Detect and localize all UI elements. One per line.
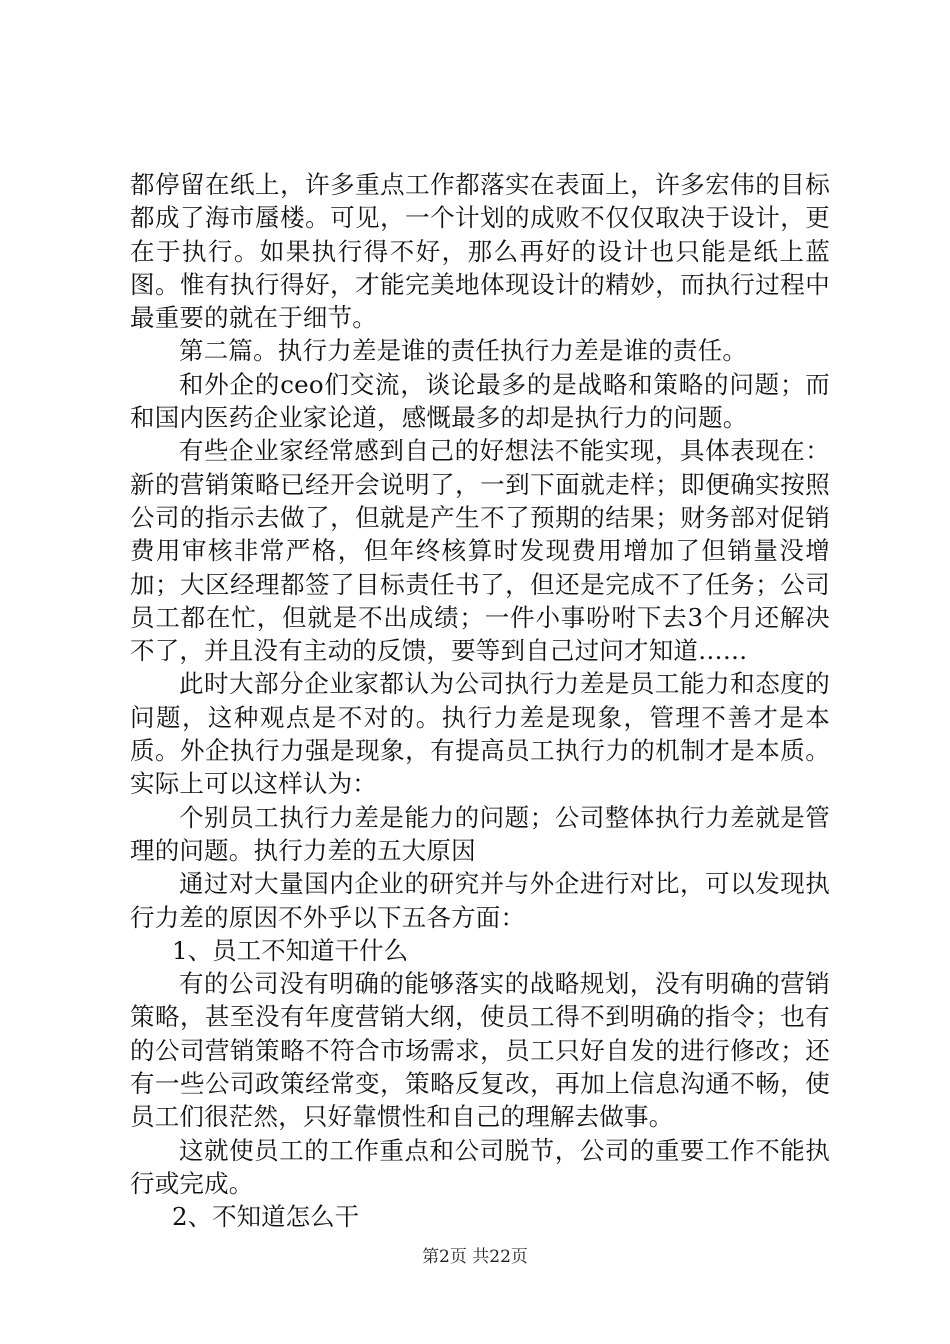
section-heading-2: 2、不知道怎么干 xyxy=(172,1202,360,1232)
paragraph-4: 有些企业家经常感到自己的好想法不能实现，具体表现在：新的营销策略已经开会说明了，一到下面就走样；即便确实按照公司的指示去做了，但就是产生不了预期的结果；财务部对促销费用审核非常严格，但年终核算时发现费用增加了但销量没增加；大区经理都签了目标责任书了，但还是完成不了任务；公司员工都在忙，但就是不出成绩；一件小事吩咐下去3个月还解决不了，并且没有主动的反馈，要等到自己过问才知道…… xyxy=(130,436,830,666)
section-heading-1: 1、员工不知道干什么 xyxy=(172,935,409,965)
paragraph-5: 此时大部分企业家都认为公司执行力差是员工能力和态度的问题，这种观点是不对的。执行力差是现象，管理不善才是本质。外企执行力强是现象，有提高员工执行力的机制才是本质。实际上可以这样认为： xyxy=(130,669,830,799)
paragraph-2: 第二篇。执行力差是谁的责任执行力差是谁的责任。 xyxy=(179,336,748,366)
paragraph-1: 都停留在纸上，许多重点工作都落实在表面上，许多宏伟的目标都成了海市蜃楼。可见，一个计划的成败不仅仅取决于设计，更在于执行。如果执行得不好，那么再好的设计也只能是纸上蓝图。惟有执行得好，才能完美地体现设计的精妙，而执行过程中最重要的就在于细节。 xyxy=(130,170,830,333)
document-body xyxy=(130,168,830,1234)
paragraph-8: 有的公司没有明确的能够落实的战略规划，没有明确的营销策略，甚至没有年度营销大纲，使员工得不到明确的指令；也有的公司营销策略不符合市场需求，员工只好自发的进行修改；还有一些公司政策经常变，策略反复改，再加上信息沟通不畅，使员工们很茫然，只好靠惯性和自己的理解去做事。 xyxy=(130,969,830,1132)
paragraph-9: 这就使员工的工作重点和公司脱节，公司的重要工作不能执行或完成。 xyxy=(130,1135,830,1198)
paragraph-3: 和外企的ceo们交流，谈论最多的是战略和策略的问题；而和国内医药企业家论道，感慨最多的却是执行力的问题。 xyxy=(130,369,830,433)
page-number-footer: 第2页 共22页 xyxy=(422,1247,528,1267)
paragraph-7: 通过对大量国内企业的研究并与外企进行对比，可以发现执行力差的原因不外乎以下五各方面： xyxy=(130,869,830,932)
paragraph-6: 个别员工执行力差是能力的问题；公司整体执行力差就是管理的问题。执行力差的五大原因 xyxy=(130,802,830,865)
